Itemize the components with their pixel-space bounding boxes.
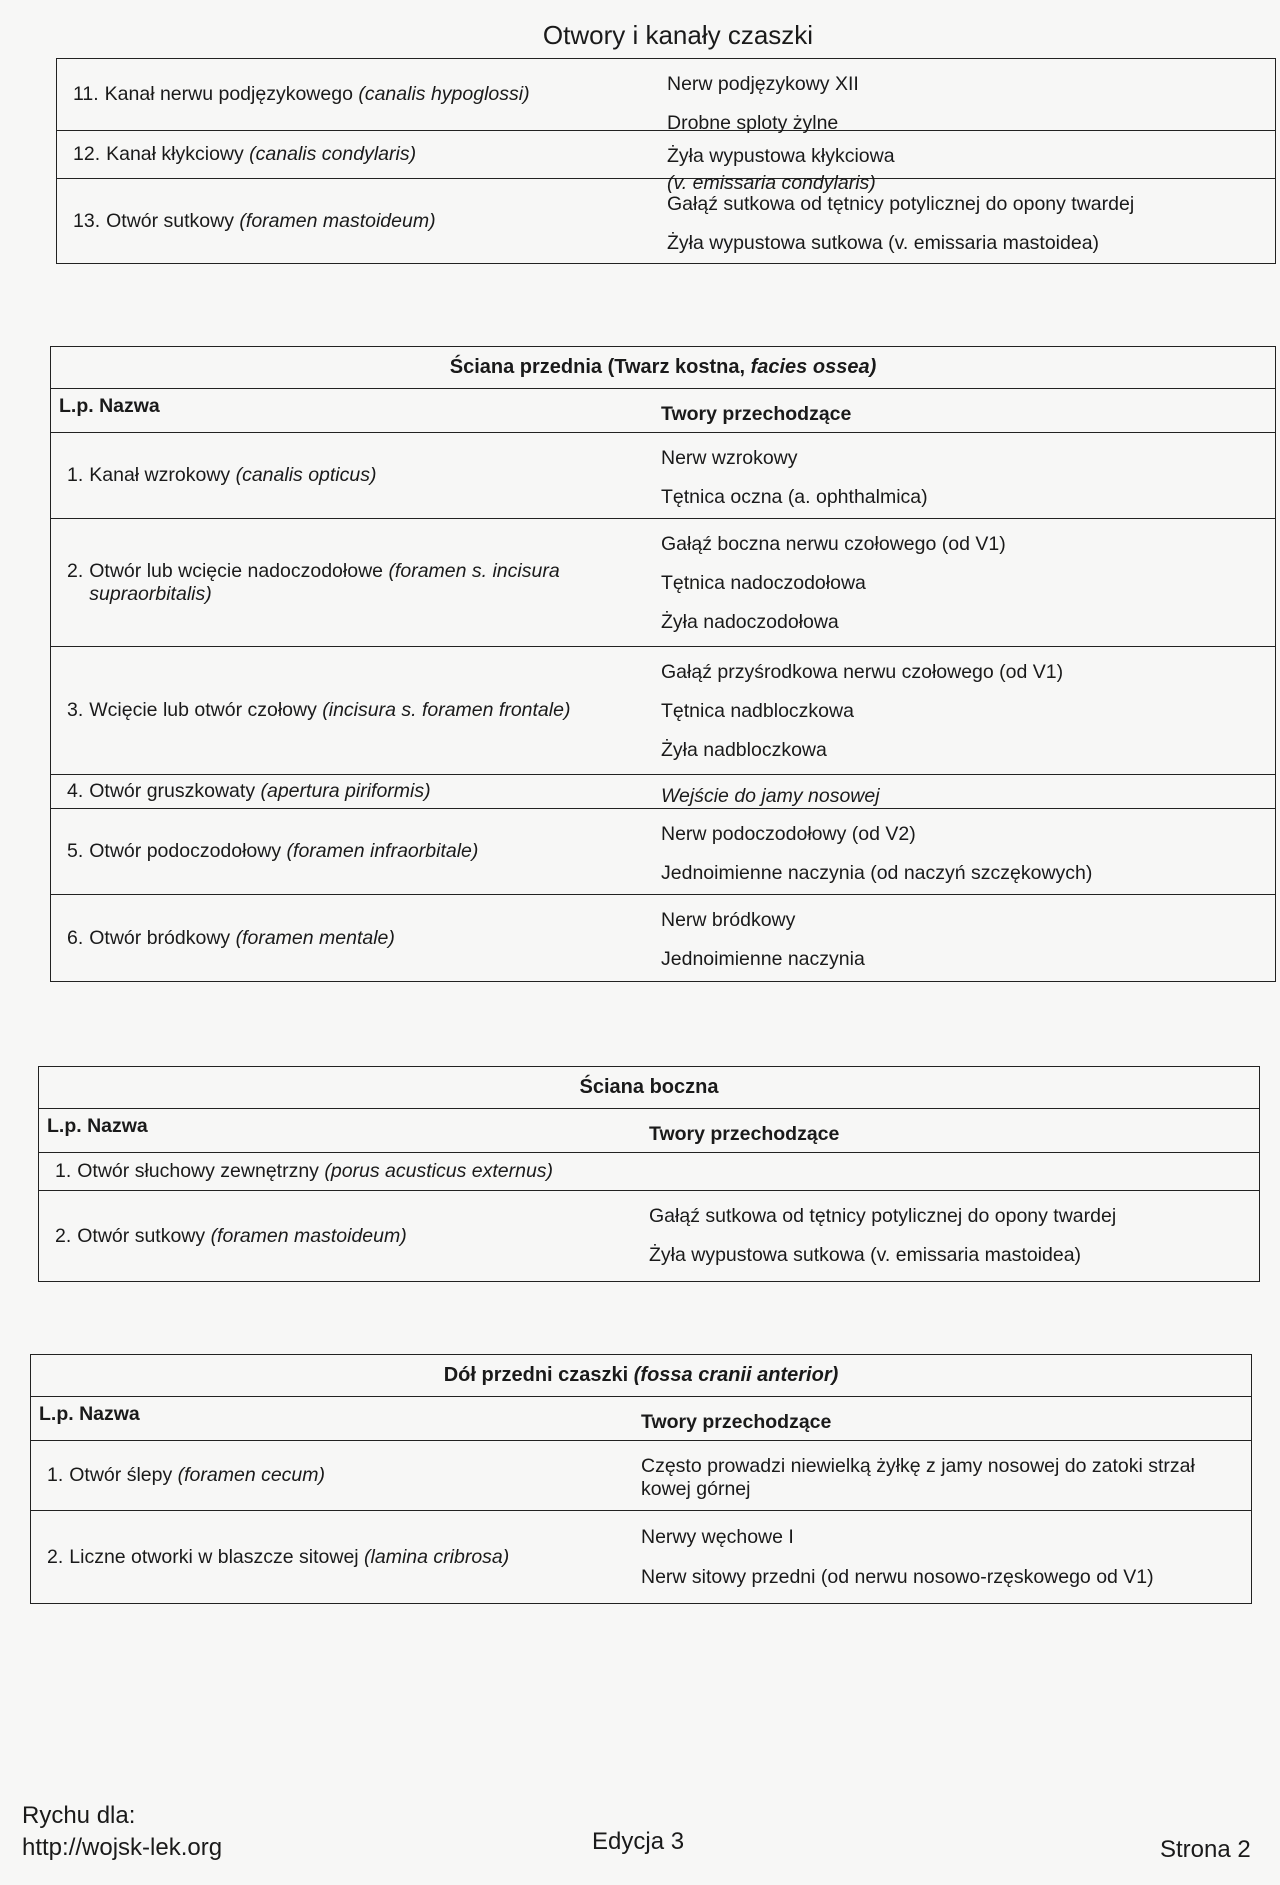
row-number: 5. — [67, 840, 84, 862]
name-cell — [51, 809, 661, 894]
opening-name-text — [89, 780, 430, 803]
structure-latin: Wejście do jamy nosowej — [661, 785, 880, 807]
name-cell — [51, 775, 661, 808]
table-title — [51, 347, 1275, 389]
footer-edition: Edycja 3 — [592, 1828, 685, 1855]
opening-name-text — [77, 1225, 406, 1248]
table-title-text: Dół przedni czaszki — [443, 1364, 629, 1386]
structure-text: Żyła nadoczodołowa — [661, 611, 839, 633]
table-row — [51, 519, 1275, 647]
footer-link[interactable]: http://wojsk-lek.org — [22, 1834, 223, 1861]
structure-item — [661, 603, 1267, 642]
opening-name — [67, 699, 570, 722]
structures-cell — [661, 433, 1275, 518]
structures-cell — [661, 519, 1275, 646]
opening-name-text — [89, 560, 661, 606]
opening-name — [47, 1464, 325, 1487]
structure-item — [649, 1236, 1251, 1275]
row-number: 3. — [67, 699, 84, 721]
structure-text: Gałąź sutkowa od tętnicy potylicznej do opony twardej — [667, 193, 1135, 215]
opening-name-latin: (canalis opticus) — [235, 464, 377, 486]
name-cell — [39, 1191, 649, 1281]
row-number: 11. — [73, 83, 99, 105]
structure-item — [661, 692, 1267, 731]
footer-left — [22, 1800, 222, 1864]
opening-name-latin: (foramen mentale) — [235, 926, 395, 949]
table-row — [51, 433, 1275, 519]
opening-name-latin: (incisura s. foramen frontale) — [322, 699, 571, 721]
structures-cell — [661, 809, 1275, 894]
name-cell — [51, 895, 661, 981]
structure-item — [667, 185, 1267, 224]
opening-name — [67, 840, 478, 863]
structures-cell — [641, 1441, 1251, 1510]
structure-text: Gałąź przyśrodkowa nerwu czołowego (od V1) — [661, 661, 1064, 683]
structure-text: Często prowadzi niewielką żyłkę z jamy nosowej do zatoki strzał kowej górnej — [641, 1455, 1195, 1500]
row-number: 2. — [67, 559, 84, 582]
opening-name — [73, 83, 530, 106]
structure-item — [661, 901, 1267, 940]
structure-item — [661, 854, 1267, 893]
opening-name-text — [89, 699, 570, 722]
opening-name-text — [69, 1464, 325, 1487]
structure-text: Nerwy węchowe I — [641, 1525, 794, 1548]
opening-name — [55, 1160, 553, 1183]
structure-text: Tętnica nadoczodołowa — [661, 572, 866, 594]
column-header-name: L.p. Nazwa — [47, 1115, 148, 1137]
structure-item — [641, 1447, 1243, 1509]
name-cell — [51, 519, 661, 646]
structure-item — [661, 525, 1267, 564]
structures-cell — [667, 131, 1275, 194]
row-number: 12. — [73, 143, 101, 165]
column-header-name: L.p. Nazwa — [59, 395, 160, 417]
footer-author: Rychu dla: — [22, 1802, 136, 1829]
name-cell — [51, 647, 661, 774]
structure-item — [649, 1197, 1251, 1236]
table-row — [51, 809, 1275, 895]
opening-name-latin: (foramen cecum) — [177, 1464, 326, 1486]
structure-text: Żyła nadbloczkowa — [661, 739, 827, 761]
row-number: 4. — [67, 780, 84, 802]
structure-text: Żyła wypustowa sutkowa (v. emissaria mastoidea) — [667, 232, 1100, 254]
structure-text: Nerw bródkowy — [661, 909, 796, 931]
opening-name-latin: (lamina cribrosa) — [364, 1545, 510, 1568]
opening-name-text — [89, 840, 478, 863]
name-cell — [57, 131, 667, 178]
opening-name-latin: (canalis hypoglossi) — [358, 83, 530, 105]
structure-item — [661, 439, 1267, 478]
table-row — [51, 647, 1275, 775]
structure-latin: (v. emissaria condylaris) — [667, 172, 876, 194]
table-row — [51, 775, 1275, 809]
opening-name — [73, 143, 416, 166]
opening-name — [73, 210, 436, 233]
opening-name — [67, 780, 431, 803]
structure-item — [661, 815, 1267, 854]
table-title-latin: (fossa cranii anterior) — [633, 1364, 839, 1386]
opening-name-pl: Wcięcie lub otwór czołowy — [89, 699, 317, 721]
table-front-wall — [50, 346, 1276, 982]
row-number: 13. — [73, 209, 101, 232]
structure-item — [661, 653, 1267, 692]
table-anterior-fossa — [30, 1354, 1252, 1604]
structure-item — [661, 564, 1267, 603]
structure-item — [661, 731, 1267, 770]
opening-name-text — [89, 464, 376, 487]
opening-name-pl: Otwór słuchowy zewnętrzny — [77, 1160, 319, 1182]
structures-cell — [667, 179, 1275, 263]
opening-name-latin: (foramen infraorbitale) — [286, 840, 479, 862]
opening-name-pl: Kanał wzrokowy — [89, 464, 231, 486]
opening-name-text — [106, 143, 416, 166]
column-headers — [31, 1397, 1251, 1441]
opening-name — [55, 1225, 407, 1248]
structure-item — [667, 65, 1267, 104]
table-row — [57, 179, 1275, 263]
opening-name — [67, 464, 376, 487]
opening-name-pl: Otwór lub wcięcie nadoczodołowe — [89, 559, 384, 582]
column-header-name: L.p. Nazwa — [39, 1403, 140, 1425]
structures-cell — [641, 1511, 1251, 1603]
structure-text: Drobne sploty żylne — [667, 112, 839, 134]
opening-name-pl: Kanał kłykciowy — [106, 143, 244, 165]
row-number: 2. — [55, 1224, 72, 1247]
row-number: 1. — [47, 1464, 64, 1486]
opening-name-text — [106, 210, 435, 233]
opening-name-pl: Otwór sutkowy — [106, 209, 234, 232]
structures-cell — [649, 1153, 1259, 1190]
opening-name-pl: Otwór podoczodołowy — [89, 840, 282, 862]
name-cell — [51, 433, 661, 518]
structure-text: Nerw podjęzykowy XII — [667, 73, 859, 95]
opening-name-latin: (apertura piriformis) — [260, 780, 431, 802]
opening-name-pl: Liczne otworki w blaszcze sitowej — [69, 1545, 359, 1568]
row-number: 1. — [55, 1160, 72, 1182]
opening-name-latin: (foramen mastoideum) — [239, 209, 436, 232]
opening-name-text — [69, 1546, 509, 1569]
structure-text: Jednoimienne naczynia (od naczyń szczękowych) — [661, 862, 1093, 884]
table-row — [39, 1191, 1259, 1281]
table-top — [56, 58, 1276, 264]
structure-text: Żyła wypustowa sutkowa (v. emissaria mastoidea) — [649, 1244, 1082, 1266]
structure-text: Tętnica nadbloczkowa — [661, 700, 854, 722]
table-row — [31, 1441, 1251, 1511]
table-row — [57, 59, 1275, 134]
opening-name — [67, 560, 661, 606]
structure-text: Nerw sitowy przedni (od nerwu nosowo-rzęskowego od V1) — [641, 1565, 1154, 1588]
opening-name-pl: Otwór gruszkowaty — [89, 780, 256, 802]
opening-name-latin: (canalis condylaris) — [249, 143, 417, 165]
opening-name-text — [77, 1160, 553, 1183]
structure-text: Żyła wypustowa kłykciowa — [667, 145, 895, 167]
opening-name-latin: (foramen s. incisura supraorbitalis) — [89, 559, 560, 605]
column-header-structures: Twory przechodzące — [641, 1411, 832, 1433]
opening-name-pl: Otwór ślepy — [69, 1464, 173, 1486]
table-side-wall — [38, 1066, 1260, 1282]
structure-item — [667, 224, 1267, 263]
structure-text: Nerw podoczodołowy (od V2) — [661, 823, 916, 845]
footer-page-number: Strona 2 — [1160, 1836, 1251, 1863]
structure-item — [661, 940, 1267, 979]
page-title: Otwory i kanały czaszki — [542, 20, 814, 50]
structure-item — [661, 478, 1267, 517]
structures-cell — [661, 775, 1275, 808]
name-cell — [31, 1511, 641, 1603]
table-row — [51, 895, 1275, 981]
table-row — [31, 1511, 1251, 1603]
column-headers — [39, 1109, 1259, 1153]
table-row — [57, 131, 1275, 194]
row-number: 1. — [67, 464, 84, 486]
opening-name-pl: Kanał nerwu podjęzykowego — [104, 83, 353, 105]
opening-name-latin: (porus acusticus externus) — [324, 1160, 554, 1182]
structure-item — [661, 781, 1267, 812]
structures-cell — [667, 59, 1275, 134]
table-title — [31, 1355, 1251, 1397]
name-cell — [31, 1441, 641, 1510]
opening-name — [67, 927, 395, 950]
column-headers — [51, 389, 1275, 433]
structure-text: Gałąź sutkowa od tętnicy potylicznej do opony twardej — [649, 1205, 1117, 1227]
opening-name — [47, 1546, 509, 1569]
structure-text: Tętnica oczna (a. ophthalmica) — [661, 486, 928, 508]
structures-cell — [649, 1191, 1259, 1281]
structure-item — [641, 1558, 1243, 1597]
column-header-structures: Twory przechodzące — [661, 403, 852, 425]
name-cell — [57, 179, 667, 263]
table-title-text: Ściana przednia (Twarz kostna, — [449, 356, 746, 378]
opening-name-pl: Otwór sutkowy — [77, 1224, 206, 1247]
table-title — [39, 1067, 1259, 1109]
column-header-structures: Twory przechodzące — [649, 1123, 840, 1145]
structure-text: Gałąź boczna nerwu czołowego (od V1) — [661, 533, 1006, 555]
name-cell — [39, 1153, 649, 1190]
structure-item — [641, 1518, 1243, 1557]
opening-name-latin: (foramen mastoideum) — [210, 1224, 407, 1247]
structures-cell — [661, 895, 1275, 981]
table-title-text: Ściana boczna — [579, 1076, 719, 1098]
table-row — [39, 1153, 1259, 1191]
name-cell — [57, 59, 667, 130]
opening-name-text — [105, 83, 530, 106]
row-number: 6. — [67, 926, 84, 949]
structure-text: Jednoimienne naczynia — [661, 948, 865, 970]
structures-cell — [661, 647, 1275, 774]
opening-name-pl: Otwór bródkowy — [89, 926, 231, 949]
table-title-latin: facies ossea) — [750, 356, 877, 378]
row-number: 2. — [47, 1545, 64, 1568]
opening-name-text — [89, 927, 395, 950]
structure-text: Nerw wzrokowy — [661, 447, 798, 469]
